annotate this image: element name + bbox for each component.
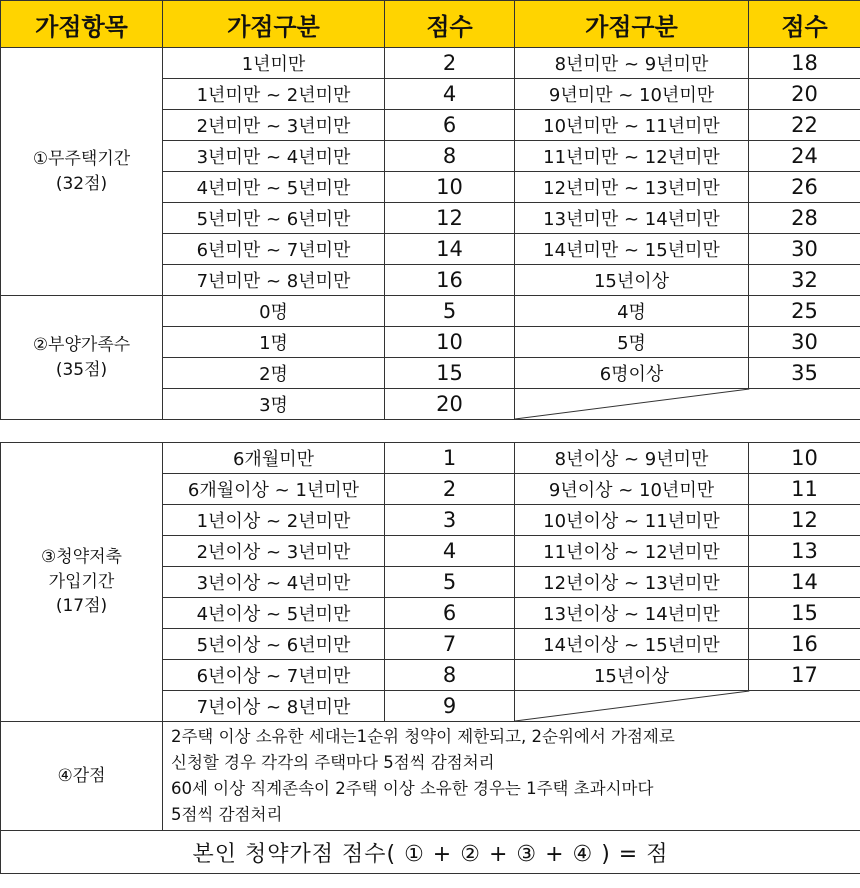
score-cell: 35: [749, 358, 860, 389]
score-cell: 30: [749, 234, 860, 265]
division-cell: 10년미만 ~ 11년미만: [515, 110, 749, 141]
note-line: 2주택 이상 소유한 세대는1순위 청약이 제한되고, 2순위에서 가점제로: [171, 727, 675, 746]
division-cell: 13년미만 ~ 14년미만: [515, 203, 749, 234]
score-cell: 25: [749, 296, 860, 327]
header-division-2: 가점구분: [515, 1, 749, 48]
diagonal-line: [515, 691, 860, 721]
division-cell: 1년미만 ~ 2년미만: [163, 79, 385, 110]
section3-title: ③청약저축: [41, 547, 122, 568]
division-cell: 14년이상 ~ 15년미만: [515, 629, 749, 660]
empty-diagonal-cell: [515, 691, 860, 722]
table-row: [1, 296, 860, 327]
division-cell: 11년미만 ~ 12년미만: [515, 141, 749, 172]
score-cell: 28: [749, 203, 860, 234]
division-cell: 5명: [515, 327, 749, 358]
division-cell: 13년이상 ~ 14년미만: [515, 598, 749, 629]
score-cell: 13: [749, 536, 860, 567]
header-division-1: 가점구분: [163, 1, 385, 48]
division-cell: 6개월미만: [163, 443, 385, 474]
score-cell: 5: [385, 296, 515, 327]
score-cell: 12: [385, 203, 515, 234]
section1-max-score: (32점): [55, 173, 108, 194]
score-cell: 4: [385, 536, 515, 567]
division-cell: 8년이상 ~ 9년미만: [515, 443, 749, 474]
section2-max-score: (35점): [55, 359, 108, 380]
spacer-row: [1, 420, 860, 443]
table-row: [1, 48, 860, 79]
score-cell: 1: [385, 443, 515, 474]
division-cell: 7년미만 ~ 8년미만: [163, 265, 385, 296]
score-cell: 20: [749, 79, 860, 110]
score-cell: 24: [749, 141, 860, 172]
division-cell: 12년이상 ~ 13년미만: [515, 567, 749, 598]
score-cell: 15: [749, 598, 860, 629]
division-cell: 4년미만 ~ 5년미만: [163, 172, 385, 203]
division-cell: 6개월이상 ~ 1년미만: [163, 474, 385, 505]
total-row: [1, 831, 860, 874]
empty-diagonal-cell: [515, 389, 860, 420]
division-cell: 2년미만 ~ 3년미만: [163, 110, 385, 141]
division-cell: 4년이상 ~ 5년미만: [163, 598, 385, 629]
score-cell: 20: [385, 389, 515, 420]
score-cell: 6: [385, 110, 515, 141]
score-cell: 14: [749, 567, 860, 598]
spacer-cell: [1, 420, 860, 443]
section3-subtitle: 가입기간: [48, 571, 115, 592]
division-cell: 1명: [163, 327, 385, 358]
division-cell: 1년미만: [163, 48, 385, 79]
score-cell: 17: [749, 660, 860, 691]
division-cell: 6년미만 ~ 7년미만: [163, 234, 385, 265]
score-cell: 16: [749, 629, 860, 660]
score-cell: 14: [385, 234, 515, 265]
header-category: 가점항목: [1, 1, 163, 48]
division-cell: 14년미만 ~ 15년미만: [515, 234, 749, 265]
division-cell: 3년미만 ~ 4년미만: [163, 141, 385, 172]
section1-title: ①무주택기간: [32, 148, 131, 169]
table-row: [1, 443, 860, 474]
section1-category: [1, 48, 163, 296]
score-cell: 6: [385, 598, 515, 629]
division-cell: 1년이상 ~ 2년미만: [163, 505, 385, 536]
score-cell: 22: [749, 110, 860, 141]
note-line: 60세 이상 직계존속이 2주택 이상 소유한 경우는 1주택 초과시마다: [171, 779, 654, 798]
division-cell: 9년미만 ~ 10년미만: [515, 79, 749, 110]
header-score-1: 점수: [385, 1, 515, 48]
division-cell: 15년이상: [515, 660, 749, 691]
section2-title: ②부양가족수: [32, 334, 131, 355]
division-cell: 8년미만 ~ 9년미만: [515, 48, 749, 79]
header-score-2: 점수: [749, 1, 860, 48]
score-cell: 8: [385, 660, 515, 691]
deduction-note: [163, 722, 860, 831]
note-line: 신청할 경우 각각의 주택마다 5점씩 감점처리: [171, 753, 495, 772]
score-cell: 10: [385, 172, 515, 203]
division-cell: 12년미만 ~ 13년미만: [515, 172, 749, 203]
section2-category: [1, 296, 163, 420]
section4-title: ④감점: [57, 765, 106, 786]
division-cell: 15년이상: [515, 265, 749, 296]
division-cell: 4명: [515, 296, 749, 327]
score-cell: 26: [749, 172, 860, 203]
score-cell: 16: [385, 265, 515, 296]
score-cell: 8: [385, 141, 515, 172]
table-row: [1, 722, 860, 831]
score-cell: 30: [749, 327, 860, 358]
score-cell: 9: [385, 691, 515, 722]
score-cell: 11: [749, 474, 860, 505]
division-cell: 6명이상: [515, 358, 749, 389]
score-cell: 5: [385, 567, 515, 598]
division-cell: 3명: [163, 389, 385, 420]
score-cell: 3: [385, 505, 515, 536]
division-cell: 7년이상 ~ 8년미만: [163, 691, 385, 722]
section3-category: [1, 443, 163, 722]
score-cell: 32: [749, 265, 860, 296]
score-cell: 2: [385, 474, 515, 505]
score-cell: 2: [385, 48, 515, 79]
score-cell: 4: [385, 79, 515, 110]
division-cell: 3년이상 ~ 4년미만: [163, 567, 385, 598]
header-row: [1, 1, 860, 48]
division-cell: 6년이상 ~ 7년미만: [163, 660, 385, 691]
division-cell: 11년이상 ~ 12년미만: [515, 536, 749, 567]
diagonal-line: [515, 389, 860, 419]
score-cell: 10: [385, 327, 515, 358]
section4-category: [1, 722, 163, 831]
score-cell: 12: [749, 505, 860, 536]
score-cell: 10: [749, 443, 860, 474]
division-cell: 9년이상 ~ 10년미만: [515, 474, 749, 505]
total-formula: 본인 청약가점 점수( ① + ② + ③ + ④ ) = 점: [1, 831, 860, 874]
division-cell: 5년미만 ~ 6년미만: [163, 203, 385, 234]
division-cell: 10년이상 ~ 11년미만: [515, 505, 749, 536]
score-cell: 18: [749, 48, 860, 79]
score-cell: 7: [385, 629, 515, 660]
division-cell: 2년이상 ~ 3년미만: [163, 536, 385, 567]
division-cell: 5년이상 ~ 6년미만: [163, 629, 385, 660]
division-cell: 0명: [163, 296, 385, 327]
division-cell: 2명: [163, 358, 385, 389]
section3-max-score: (17점): [55, 596, 108, 617]
score-cell: 15: [385, 358, 515, 389]
note-line: 5점씩 감점처리: [171, 805, 283, 824]
